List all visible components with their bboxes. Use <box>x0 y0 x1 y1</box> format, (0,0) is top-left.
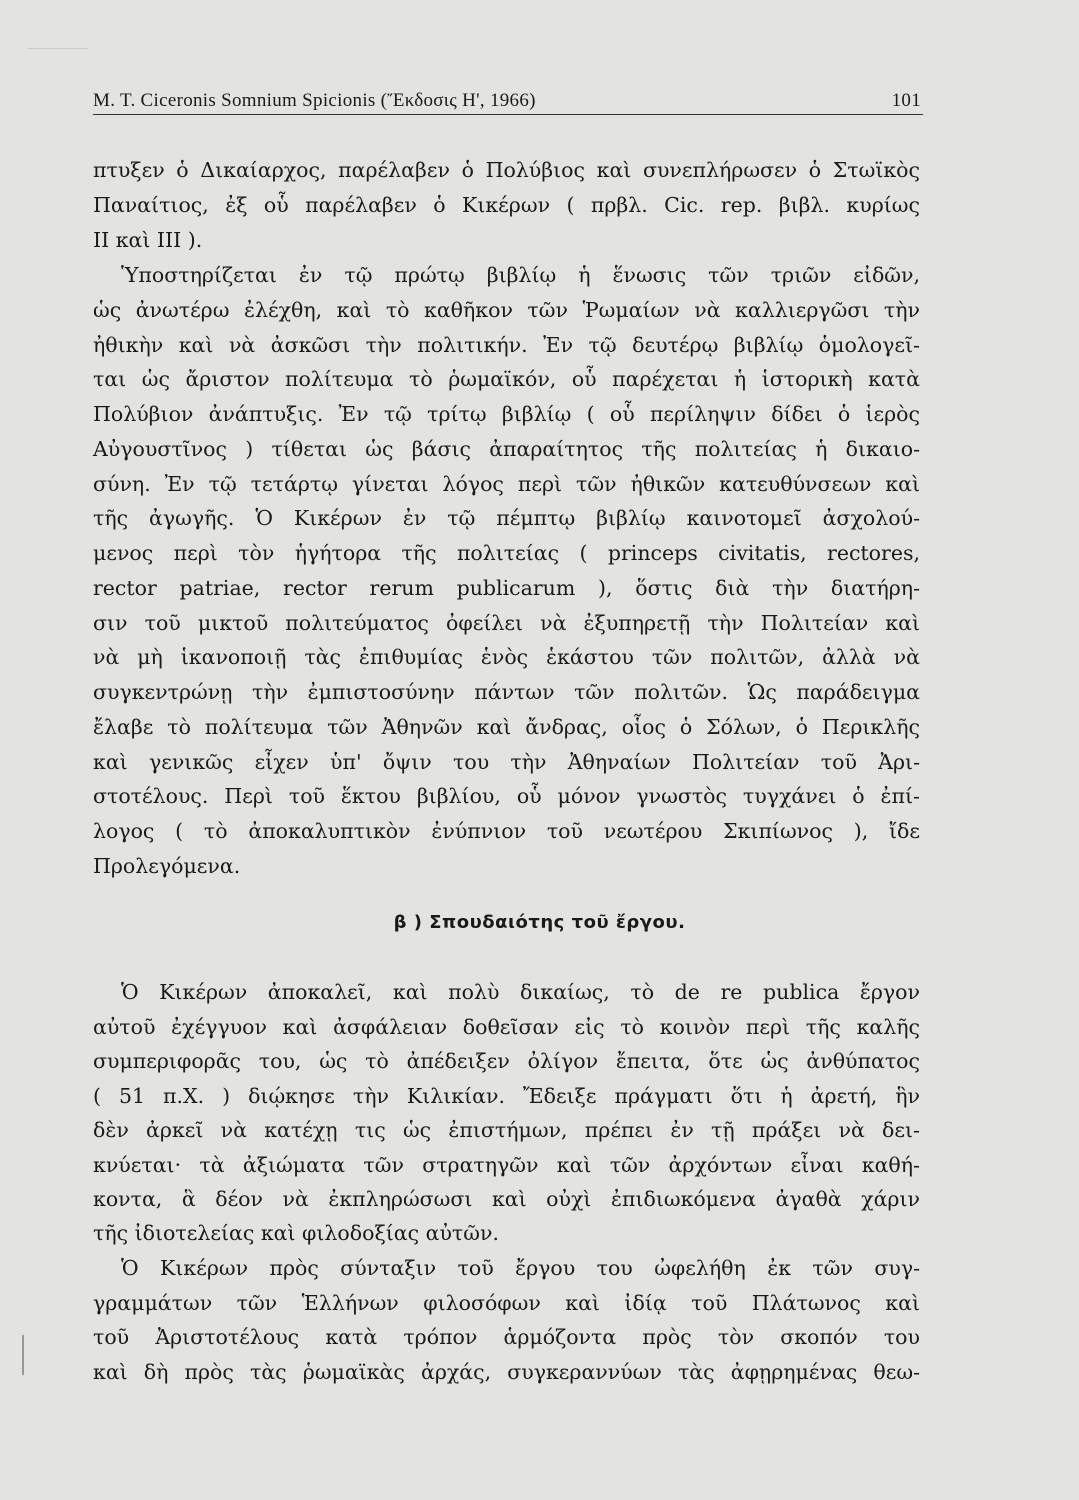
text-line: Παναίτιος, ἐξ οὗ παρέλαβεν ὁ Κικέρων ( πρβλ. Cic. rep. βιβλ. κυρίως <box>93 193 920 217</box>
text-line: πτυξεν ὁ Δικαίαρχος, παρέλαβεν ὁ Πολύβιος καὶ συνεπλήρωσεν ὁ Στωϊκὸς <box>93 158 920 182</box>
text-line: καὶ γενικῶς εἶχεν ὑπ' ὄψιν του τὴν Ἀθηναίων Πολιτείαν τοῦ Ἀρι- <box>93 750 920 774</box>
text-line: σιν τοῦ μικτοῦ πολιτεύματος ὀφείλει νὰ ἐξυπηρετῇ τὴν Πολιτείαν καὶ <box>93 611 920 635</box>
text-line: Ὑποστηρίζεται ἐν τῷ πρώτῳ βιβλίῳ ἡ ἕνωσις τῶν τριῶν εἰδῶν, <box>121 263 920 287</box>
binding-mark <box>22 1335 24 1375</box>
text-line: ἠθικὴν καὶ νὰ ἀσκῶσι τὴν πολιτικήν. Ἐν τῷ δευτέρῳ βιβλίῳ ὁμολογεῖ- <box>93 333 920 357</box>
section-heading: β ) Σπουδαιότης τοῦ ἔργου. <box>393 912 686 933</box>
text-line: Αὐγουστῖνος ) τίθεται ὡς βάσις ἀπαραίτητος τῆς πολιτείας ἡ δικαιο- <box>93 437 920 461</box>
text-line: λογος ( τὸ ἀποκαλυπτικὸν ἐνύπνιον τοῦ νεωτέρου Σκιπίωνος ), ἴδε <box>93 819 920 843</box>
running-title: M. T. Ciceronis Somnium Spicionis (Ἔκδοσις Η', 1966) <box>93 90 536 111</box>
text-line: καὶ δὴ πρὸς τὰς ῥωμαϊκὰς ἀρχάς, συγκεραννύων τὰς ἀφῃρημένας θεω- <box>93 1360 920 1384</box>
text-line: Ὁ Κικέρων ἀποκαλεῖ, καὶ πολὺ δικαίως, τὸ de re publica ἔργον <box>121 980 920 1004</box>
text-line: συμπεριφορᾶς του, ὡς τὸ ἀπέδειξεν ὀλίγον ἔπειτα, ὅτε ὡς ἀνθύπατος <box>93 1049 920 1073</box>
text-line: τῆς ἰδιοτελείας καὶ φιλοδοξίας αὐτῶν. <box>93 1221 499 1245</box>
text-line: II καὶ III ). <box>93 228 203 252</box>
text-line: Προλεγόμενα. <box>93 854 241 878</box>
text-line: νὰ μὴ ἱκανοποιῇ τὰς ἐπιθυμίας ἑνὸς ἑκάστου τῶν πολιτῶν, ἀλλὰ νὰ <box>93 645 920 669</box>
text-line: Ὁ Κικέρων πρὸς σύνταξιν τοῦ ἔργου του ὠφελήθη ἐκ τῶν συγ- <box>121 1256 920 1280</box>
text-line: ὡς ἀνωτέρω ἐλέχθη, καὶ τὸ καθῆκον τῶν Ῥωμαίων νὰ καλλιεργῶσι τὴν <box>93 298 920 322</box>
text-line: γραμμάτων τῶν Ἑλλήνων φιλοσόφων καὶ ἰδίᾳ τοῦ Πλάτωνος καὶ <box>93 1291 920 1315</box>
text-line: κνύεται· τὰ ἀξιώματα τῶν στρατηγῶν καὶ τῶν ἀρχόντων εἶναι καθή- <box>93 1153 920 1177</box>
text-line: rector patriae, rector rerum publicarum ), ὅστις διὰ τὴν διατήρη- <box>93 576 920 600</box>
text-line: συγκεντρώνῃ τὴν ἐμπιστοσύνην πάντων τῶν πολιτῶν. Ὡς παράδειγμα <box>93 680 920 704</box>
text-line: τῆς ἀγωγῆς. Ὁ Κικέρων ἐν τῷ πέμπτῳ βιβλίῳ καινοτομεῖ ἀσχολού- <box>93 506 920 530</box>
page-edge-mark <box>28 48 88 49</box>
running-header <box>93 88 923 115</box>
text-line: τοῦ Ἀριστοτέλους κατὰ τρόπον ἁρμόζοντα πρὸς τὸν σκοπόν του <box>93 1325 920 1349</box>
text-line: δὲν ἀρκεῖ νὰ κατέχῃ τις ὡς ἐπιστήμων, πρέπει ἐν τῇ πράξει νὰ δει- <box>93 1118 920 1142</box>
text-line: ται ὡς ἄριστον πολίτευμα τὸ ῥωμαϊκόν, οὗ παρέχεται ἡ ἱστορικὴ κατὰ <box>93 367 920 391</box>
page-number: 101 <box>891 90 921 111</box>
text-line: σύνη. Ἐν τῷ τετάρτῳ γίνεται λόγος περὶ τῶν ἠθικῶν κατευθύνσεων καὶ <box>93 472 920 496</box>
text-line: στοτέλους. Περὶ τοῦ ἕκτου βιβλίου, οὗ μόνον γνωστὸς τυγχάνει ὁ ἐπί- <box>93 784 920 808</box>
text-line: μενος περὶ τὸν ἡγήτορα τῆς πολιτείας ( princeps civitatis, rectores, <box>93 541 920 565</box>
text-line: Πολύβιον ἀνάπτυξις. Ἐν τῷ τρίτῳ βιβλίῳ ( οὗ περίληψιν δίδει ὁ ἱερὸς <box>93 402 920 426</box>
text-line: ἔλαβε τὸ πολίτευμα τῶν Ἀθηνῶν καὶ ἄνδρας, οἷος ὁ Σόλων, ὁ Περικλῆς <box>93 715 920 739</box>
text-line: αὐτοῦ ἐχέγγυον καὶ ἀσφάλειαν δοθεῖσαν εἰς τὸ κοινὸν περὶ τῆς καλῆς <box>93 1015 920 1039</box>
text-line: κοντα, ἃ δέον νὰ ἐκπληρώσωσι καὶ οὐχὶ ἐπιδιωκόμενα ἀγαθὰ χάριν <box>93 1187 920 1211</box>
text-line: ( 51 π.Χ. ) διῴκησε τὴν Κιλικίαν. Ἔδειξε πράγματι ὅτι ἡ ἀρετή, ἣν <box>93 1084 920 1108</box>
